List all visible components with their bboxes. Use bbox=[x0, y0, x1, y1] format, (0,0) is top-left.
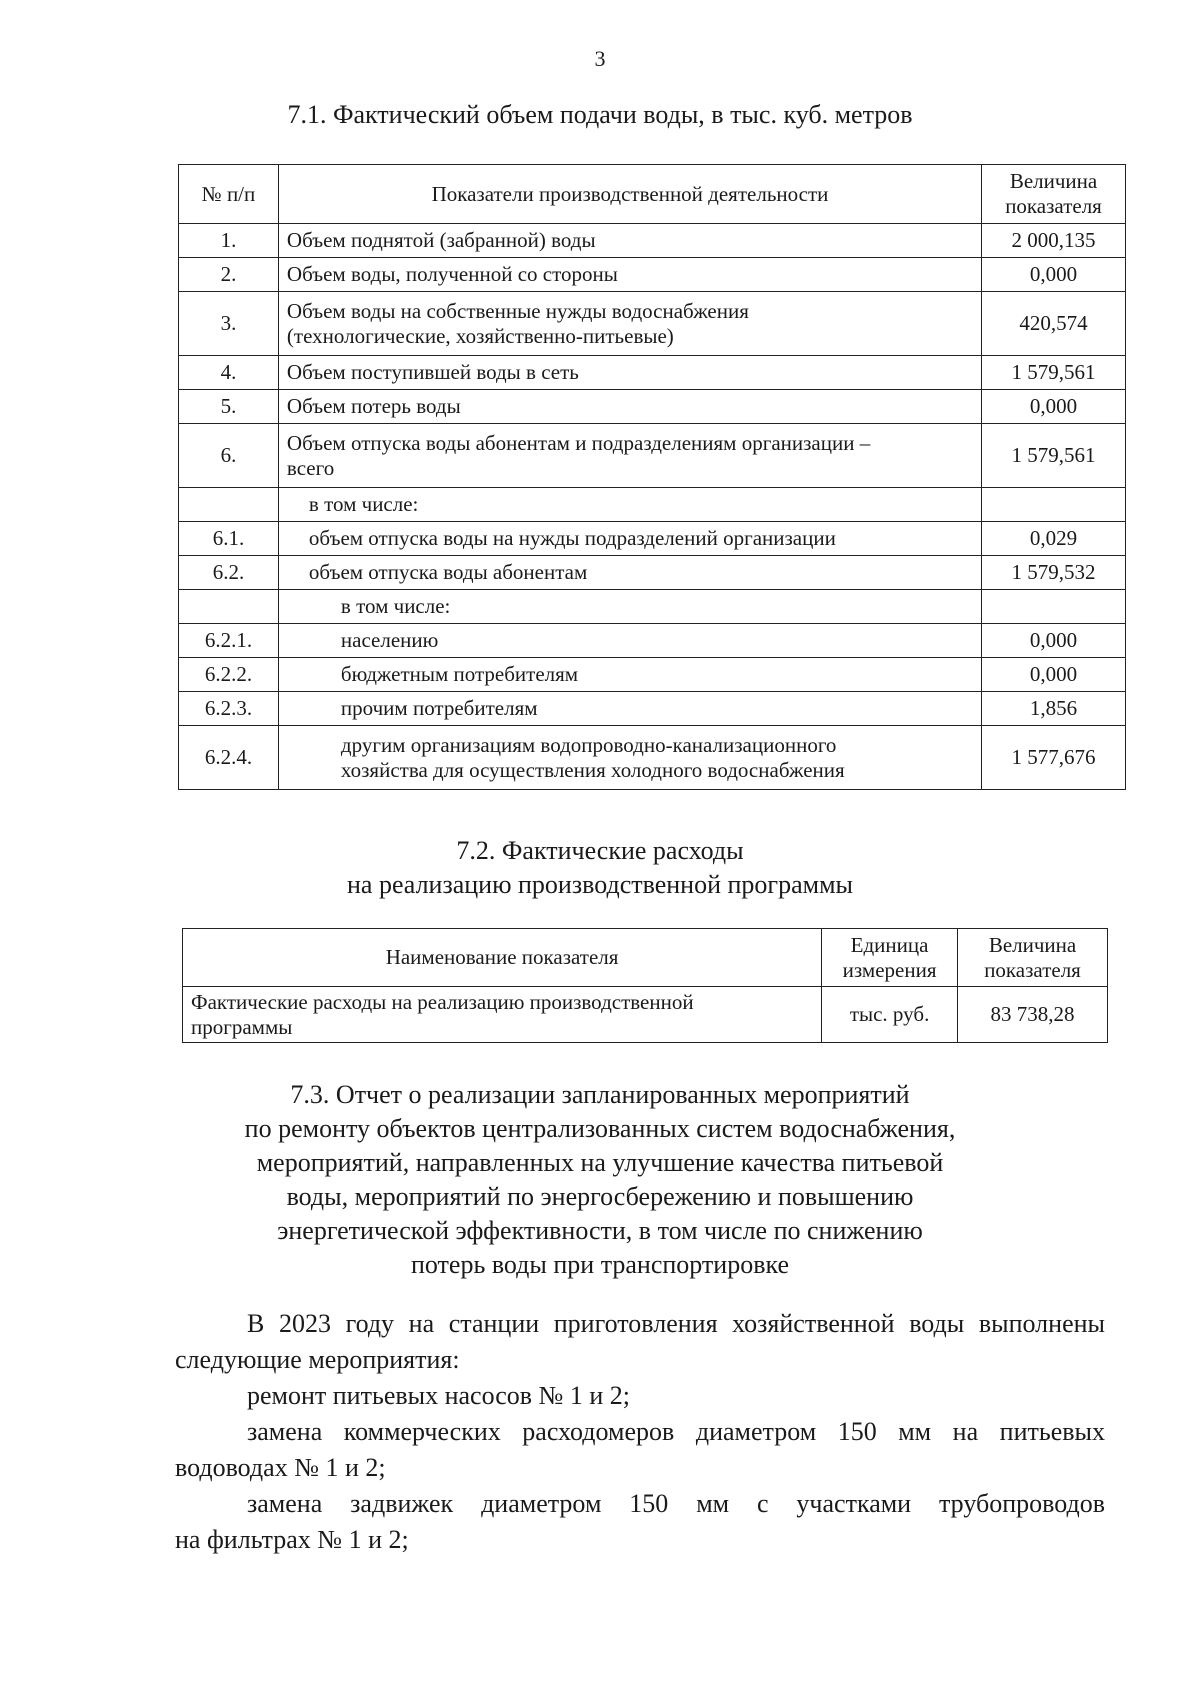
water-supply-table-body bbox=[179, 224, 1126, 790]
row-indicator-line: Объем поднятой (забранной) воды bbox=[286, 228, 596, 252]
row-indicator-line: объем отпуска воды абонентам bbox=[308, 560, 588, 584]
header-value-line1: Величина bbox=[988, 932, 1077, 957]
table-row bbox=[179, 590, 1126, 624]
paragraph-first-line: В 2023 году на станции приготовления хозяйственной воды выполнены bbox=[247, 1309, 1105, 1338]
table-row bbox=[179, 726, 1126, 790]
row-indicator-line: бюджетным потребителям bbox=[340, 662, 579, 686]
row-indicator-line: Объем воды, полученной со стороны bbox=[286, 262, 618, 286]
section-7-2-title-line2: на реализацию производственной программы bbox=[346, 870, 853, 899]
paragraph-continuation: следующие мероприятия: bbox=[175, 1345, 460, 1374]
header-value bbox=[982, 165, 1126, 224]
row-indicator bbox=[278, 726, 981, 790]
table-row bbox=[179, 624, 1126, 658]
section-7-3-title-line: по ремонту объектов централизованных систем водоснабжения, bbox=[244, 1114, 956, 1143]
row-indicator bbox=[278, 224, 981, 258]
expenses-table bbox=[182, 928, 1108, 1043]
table-row bbox=[179, 522, 1126, 556]
row-indicator-line: хозяйства для осуществления холодного водоснабжения bbox=[340, 757, 845, 782]
row-indicator bbox=[278, 658, 981, 692]
row-number: 1. bbox=[179, 224, 279, 258]
table-row bbox=[183, 987, 1108, 1043]
row-number: 2. bbox=[179, 258, 279, 292]
table-header-row bbox=[179, 165, 1126, 224]
paragraph-first-line: замена задвижек диаметром 150 мм с участками трубопроводов bbox=[247, 1489, 1105, 1518]
row-number: 6.1. bbox=[179, 522, 279, 556]
header-value-line2: показателя bbox=[984, 957, 1081, 982]
row-indicator-line: Объем поступившей воды в сеть bbox=[286, 360, 579, 384]
header-unit bbox=[822, 929, 958, 987]
row-number bbox=[179, 488, 279, 522]
header-indicator: Показатели производственной деятельности bbox=[278, 165, 981, 224]
row-indicator bbox=[278, 356, 981, 390]
header-value-line2: показателя bbox=[1005, 194, 1102, 218]
row-number: 6.2.2. bbox=[179, 658, 279, 692]
row-indicator-line: населению bbox=[340, 628, 439, 652]
row-indicator bbox=[278, 258, 981, 292]
table-row bbox=[179, 258, 1126, 292]
header-unit-line1: Единица bbox=[850, 932, 929, 957]
table-row bbox=[179, 424, 1126, 488]
row-indicator-line: (технологические, хозяйственно-питьевые) bbox=[286, 323, 674, 348]
table-row bbox=[179, 390, 1126, 424]
row-value: 1,856 bbox=[982, 692, 1126, 726]
row-number: 5. bbox=[179, 390, 279, 424]
table-header-row bbox=[183, 929, 1108, 987]
row-indicator bbox=[278, 424, 981, 488]
row-indicator bbox=[278, 692, 981, 726]
expense-name bbox=[183, 987, 822, 1043]
section-7-3-title-line: мероприятий, направленных на улучшение качества питьевой bbox=[256, 1148, 944, 1177]
expense-unit: тыс. руб. bbox=[822, 987, 958, 1043]
section-7-2-title-line1: 7.2. Фактические расходы bbox=[456, 836, 744, 865]
header-unit-line2: измерения bbox=[842, 957, 937, 982]
row-value: 0,000 bbox=[982, 258, 1126, 292]
paragraph-continuation: водоводах № 1 и 2; bbox=[175, 1453, 386, 1482]
row-number: 6.2.4. bbox=[179, 726, 279, 790]
row-number: 6.2.1. bbox=[179, 624, 279, 658]
header-value-line1: Величина bbox=[1009, 169, 1098, 193]
row-indicator-line: другим организациям водопроводно-канализационного bbox=[340, 732, 837, 757]
row-value: 0,000 bbox=[982, 624, 1126, 658]
row-indicator bbox=[278, 292, 981, 356]
row-indicator bbox=[278, 624, 981, 658]
section-7-3-title bbox=[0, 1078, 1200, 1282]
row-indicator-line: всего bbox=[286, 455, 335, 480]
row-indicator-line: объем отпуска воды на нужды подразделений организации bbox=[308, 526, 836, 550]
expense-name-line1: Фактические расходы на реализацию производственной bbox=[191, 989, 694, 1014]
row-number: 3. bbox=[179, 292, 279, 356]
row-indicator bbox=[278, 488, 981, 522]
table-row bbox=[179, 488, 1126, 522]
page-number: 3 bbox=[594, 46, 606, 71]
table-row bbox=[179, 356, 1126, 390]
header-name: Наименование показателя bbox=[183, 929, 822, 987]
row-value bbox=[982, 488, 1126, 522]
row-value: 420,574 bbox=[982, 292, 1126, 356]
row-number: 4. bbox=[179, 356, 279, 390]
row-value: 0,000 bbox=[982, 390, 1126, 424]
expense-value: 83 738,28 bbox=[958, 987, 1108, 1043]
table-row bbox=[179, 658, 1126, 692]
table-row bbox=[179, 224, 1126, 258]
row-value: 1 579,532 bbox=[982, 556, 1126, 590]
water-supply-table bbox=[178, 164, 1126, 790]
row-value: 0,029 bbox=[982, 522, 1126, 556]
row-indicator-line: в том числе: bbox=[340, 594, 451, 618]
row-indicator-line: Объем потерь воды bbox=[286, 394, 461, 418]
section-7-2-title bbox=[0, 834, 1200, 902]
table-row bbox=[179, 292, 1126, 356]
section-7-3-title-line: потерь воды при транспортировке bbox=[410, 1250, 790, 1279]
row-indicator-line: Объем воды на собственные нужды водоснабжения bbox=[286, 298, 749, 323]
row-indicator bbox=[278, 522, 981, 556]
row-indicator bbox=[278, 556, 981, 590]
section-7-3-body bbox=[175, 1306, 1105, 1558]
section-7-1-title-text: 7.1. Фактический объем подачи воды, в тыс. куб. метров bbox=[287, 100, 913, 129]
paragraph-first-line: замена коммерческих расходомеров диаметром 150 мм на питьевых bbox=[247, 1417, 1105, 1446]
row-indicator bbox=[278, 590, 981, 624]
row-indicator-line: Объем отпуска воды абонентам и подразделениям организации – bbox=[286, 430, 871, 455]
paragraph-first-line: ремонт питьевых насосов № 1 и 2; bbox=[247, 1381, 631, 1410]
paragraph-continuation: на фильтрах № 1 и 2; bbox=[175, 1525, 409, 1554]
row-indicator-line: прочим потребителям bbox=[340, 696, 538, 720]
row-number: 6. bbox=[179, 424, 279, 488]
row-value: 1 579,561 bbox=[982, 424, 1126, 488]
section-7-3-title-line: 7.3. Отчет о реализации запланированных мероприятий bbox=[290, 1080, 910, 1109]
section-7-3-title-line: воды, мероприятий по энергосбережению и повышению bbox=[286, 1182, 914, 1211]
row-value: 0,000 bbox=[982, 658, 1126, 692]
row-number bbox=[179, 590, 279, 624]
section-7-1-title bbox=[0, 98, 1200, 132]
row-indicator-line: в том числе: bbox=[308, 492, 419, 516]
row-number: 6.2. bbox=[179, 556, 279, 590]
header-num: № п/п bbox=[179, 165, 279, 224]
header-value bbox=[958, 929, 1108, 987]
table-row bbox=[179, 692, 1126, 726]
row-value: 1 579,561 bbox=[982, 356, 1126, 390]
expense-name-line2: программы bbox=[191, 1014, 293, 1039]
row-value: 1 577,676 bbox=[982, 726, 1126, 790]
row-value bbox=[982, 590, 1126, 624]
row-indicator bbox=[278, 390, 981, 424]
row-value: 2 000,135 bbox=[982, 224, 1126, 258]
section-7-3-title-line: энергетической эффективности, в том числе по снижению bbox=[277, 1216, 923, 1245]
row-number: 6.2.3. bbox=[179, 692, 279, 726]
table-row bbox=[179, 556, 1126, 590]
